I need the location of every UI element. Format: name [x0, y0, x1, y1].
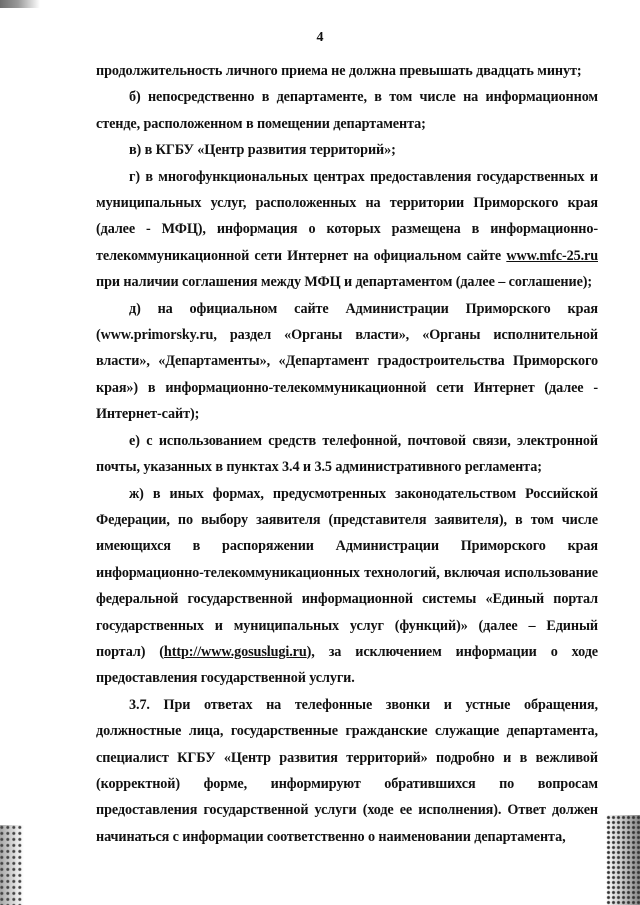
paragraph-3-7: 3.7. При ответах на телефонные звонки и устные обращения, должностные лица, государственные гражданские служащие департамента, специалист КГБУ «Центр развития территорий» подробно и в вежливой (корректной) форме, информируют обратившихся по вопросам предоставления государственной услуги (ходе ее исполнения). Ответ должен начинаться с информации соответственно о наименовании департамента, — [96, 696, 598, 845]
paragraph-item-d: д) на официальном сайте Администрации Приморского края (www.primorsky.ru, раздел «Органы власти», «Органы исполнительной власти», «Департаменты», «Департамент градостроительства Приморского края») в информационно-телекоммуникационной сети Интернет (далее - Интернет-сайт); — [96, 300, 598, 423]
paragraph-item-e: е) с использованием средств телефонной, почтовой связи, электронной почты, указанных в пунктах 3.4 и 3.5 административного регламента; — [96, 432, 598, 476]
scan-shadow-top-left — [0, 0, 40, 8]
gosuslugi-link[interactable]: http://www.gosuslugi.ru — [163, 643, 307, 660]
paragraph-item-g — [96, 164, 598, 296]
paragraph-item-zh-text-1: ж) в иных формах, предусмотренных законодательством Российской Федерации, по выбору заявителя (представителя заявителя), в том числе имеющихся в распоряжении Администрации Приморского края информационно-телекоммуникационных технологий, включая использование федеральной государственной информационной системы «Единый портал государственных и муниципальных услуг (функций)» (далее – Единый портал) ( — [96, 485, 598, 660]
scan-noise-bottom-left — [0, 825, 24, 905]
paragraph-item-g-text-1: г) в многофункциональных центрах предоставления государственных и муниципальных услуг, расположенных на территории Приморского края (далее - МФЦ), информация о которых размещена в информационно-телекоммуникационной сети Интернет на официальном сайте — [96, 168, 598, 264]
page-number: 4 — [316, 30, 324, 45]
document-body — [96, 58, 598, 850]
paragraph-item-g-text-2: при наличии соглашения между МФЦ и департаментом (далее – соглашение); — [96, 274, 593, 291]
paragraph-continuation: продолжительность личного приема не должна превышать двадцать минут; — [96, 63, 582, 79]
mfc-website-link[interactable]: www.mfc-25.ru — [506, 247, 598, 264]
paragraph-item-zh — [96, 481, 598, 692]
paragraph-item-b: б) непосредственно в департаменте, в том числе на информационном стенде, расположенном в помещении департамента; — [96, 89, 598, 132]
scan-noise-bottom-right — [606, 815, 640, 905]
paragraph-item-v: в) в КГБУ «Центр развития территорий»; — [129, 142, 396, 159]
paragraph-item-zh-text-2: ), за исключением информации о ходе предоставления государственной услуги. — [96, 643, 598, 687]
